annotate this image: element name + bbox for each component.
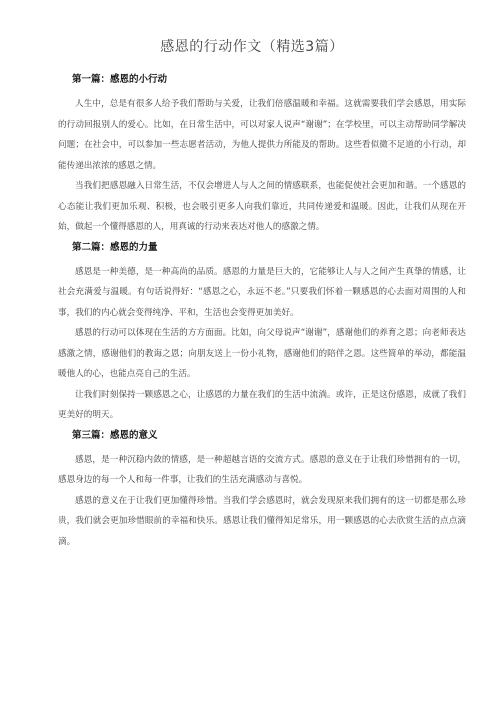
paragraph: 感恩的意义在于让我们更加懂得珍惜。当我们学会感恩时，就会发现原来我们拥有的这一切都是那么珍贵，我们就会更加珍惜眼前的幸福和快乐。感恩让我们懂得知足常乐，用一颗感恩的心去欣赏生活的点点滴滴。 [58, 495, 466, 547]
paragraph: 感恩是一种美德，是一种高尚的品质。感恩的力量是巨大的，它能够让人与人之间产生真挚的情感，让社会充满爱与温暖。有句话说得好：“感恩之心，永远不老。”只要我们怀着一颗感恩的心去面对周围的人和事，我们的内心就会变得纯净、平和，生活也会变得更加美好。 [58, 266, 466, 318]
paragraph: 感恩的行动可以体现在生活的方方面面。比如，向父母说声“谢谢”，感谢他们的养育之恩；向老师表达感激之情，感谢他们的教诲之恩；向朋友送上一份小礼物，感谢他们的陪伴之恩。这些简单的举动，都能温暖他人的心，也能点亮自己的生活。 [58, 328, 466, 379]
paragraph: 感恩，是一种沉稳内敛的情感，是一种超越言语的交流方式。感恩的意义在于让我们珍惜拥有的一切，感恩身边的每一个人和每一件事，让我们的生活充满感动与喜悦。 [58, 454, 466, 485]
section-3 [58, 428, 466, 553]
paragraph: 人生中，总是有很多人给予我们帮助与关爱，让我们倍感温暖和幸福。这就需要我们学会感恩，用实际的行动回报别人的爱心。比如，在日常生活中，可以对家人说声“谢谢”；在学校里，可以主动帮助同学解决问题；在社会中，可以参加一些志愿者活动，为他人提供力所能及的帮助。这些看似微不足道的小行动，却能传递出浓浓的感恩之情。 [58, 99, 466, 171]
section-1 [58, 72, 466, 238]
section-heading: 第三篇：感恩的意义 [72, 429, 158, 441]
section-heading: 第一篇：感恩的小行动 [72, 74, 168, 85]
section-2 [58, 240, 466, 426]
section-heading: 第二篇：感恩的力量 [72, 241, 158, 253]
document-title: 感恩的行动作文（精选3篇） [160, 39, 344, 55]
paragraph: 当我们把感恩融入日常生活，不仅会增进人与人之间的情感联系，也能促使社会更加和谐。一个感恩的心态能让我们更加乐观、积极，也会吸引更多人向我们靠近，共同传递爱和温暖。因此，让我们从现在开始，做起一个懂得感恩的人，用真诚的行动来表达对他人的感激之情。 [58, 181, 466, 232]
paragraph: 让我们时刻保持一颗感恩之心，让感恩的力量在我们的生活中流淌。或许，正是这份感恩，成就了我们更美好的明天。 [58, 389, 466, 420]
